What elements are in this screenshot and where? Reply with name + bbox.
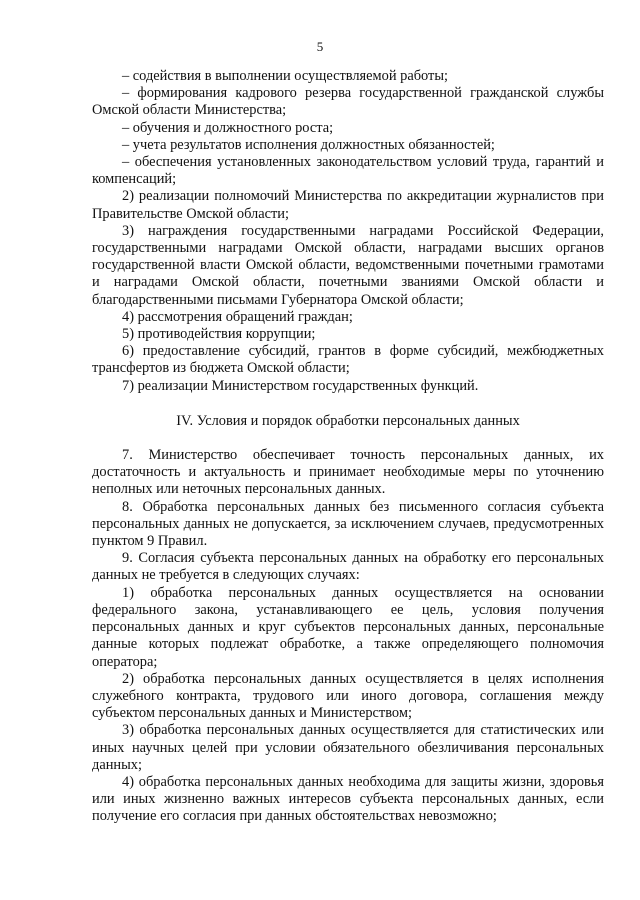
paragraph: 6) предоставление субсидий, грантов в форме субсидий, межбюджетных трансфертов из бюджета Омской области;: [92, 343, 604, 377]
section-heading: IV. Условия и порядок обработки персональных данных: [176, 412, 520, 429]
paragraph: 4) обработка персональных данных необходима для защиты жизни, здоровья или иных жизненно важных интересов субъекта персональных данных, если получение его согласия при данных обстоятельствах невозможно;: [92, 773, 604, 825]
paragraph: – обеспечения установленных законодательством условий труда, гарантий и компенсаций;: [92, 154, 604, 188]
document-body: [92, 68, 604, 826]
page-number: 5: [316, 39, 324, 54]
paragraph: – содействия в выполнении осуществляемой работы;: [122, 68, 449, 84]
paragraph: 3) обработка персональных данных осуществляется для статистических или иных научных целей при условии обязательного обезличивания персональных данных;: [92, 722, 604, 773]
paragraph: 2) реализации полномочий Министерства по аккредитации журналистов при Правительстве Омской области;: [92, 188, 604, 222]
paragraph: – формирования кадрового резерва государственной гражданской службы Омской области Министерства;: [92, 85, 604, 119]
paragraph: – учета результатов исполнения должностных обязанностей;: [122, 136, 495, 153]
paragraph: 5) противодействия коррупции;: [122, 326, 316, 343]
paragraph: 3) награждения государственными наградами Российской Федерации, государственными наградами Омской области, наградами высших органов государственной власти Омской области, ведомственными почетными грамотами и наградами Омской области, почетными званиями Омской области и благодарственными письмами Губернатора Омской области;: [92, 222, 604, 308]
paragraph: 9. Согласия субъекта персональных данных на обработку его персональных данных не требуется в следующих случаях:: [92, 550, 604, 584]
paragraph: 4) рассмотрения обращений граждан;: [122, 308, 353, 325]
paragraph: 7. Министерство обеспечивает точность персональных данных, их достаточность и актуальность и принимает необходимые меры по уточнению неполных или неточных персональных данных.: [92, 447, 604, 498]
paragraph: – обучения и должностного роста;: [122, 119, 334, 136]
paragraph: 2) обработка персональных данных осуществляется в целях исполнения служебного контракта, трудового или иного договора, соглашения между субъектом персональных данных и Министерством;: [92, 670, 604, 722]
paragraph: 8. Обработка персональных данных без письменного согласия субъекта персональных данных не допускается, за исключением случаев, предусмотренных пунктом 9 Правил.: [92, 498, 604, 550]
paragraph: 7) реализации Министерством государственных функций.: [122, 377, 479, 394]
paragraph: 1) обработка персональных данных осуществляется на основании федерального закона, устанавливающего ее цель, условия получения персональных данных и круг субъектов персональных данных, персональные данные которых подлежат обработке, а также определяющего полномочия оператора;: [92, 584, 604, 670]
